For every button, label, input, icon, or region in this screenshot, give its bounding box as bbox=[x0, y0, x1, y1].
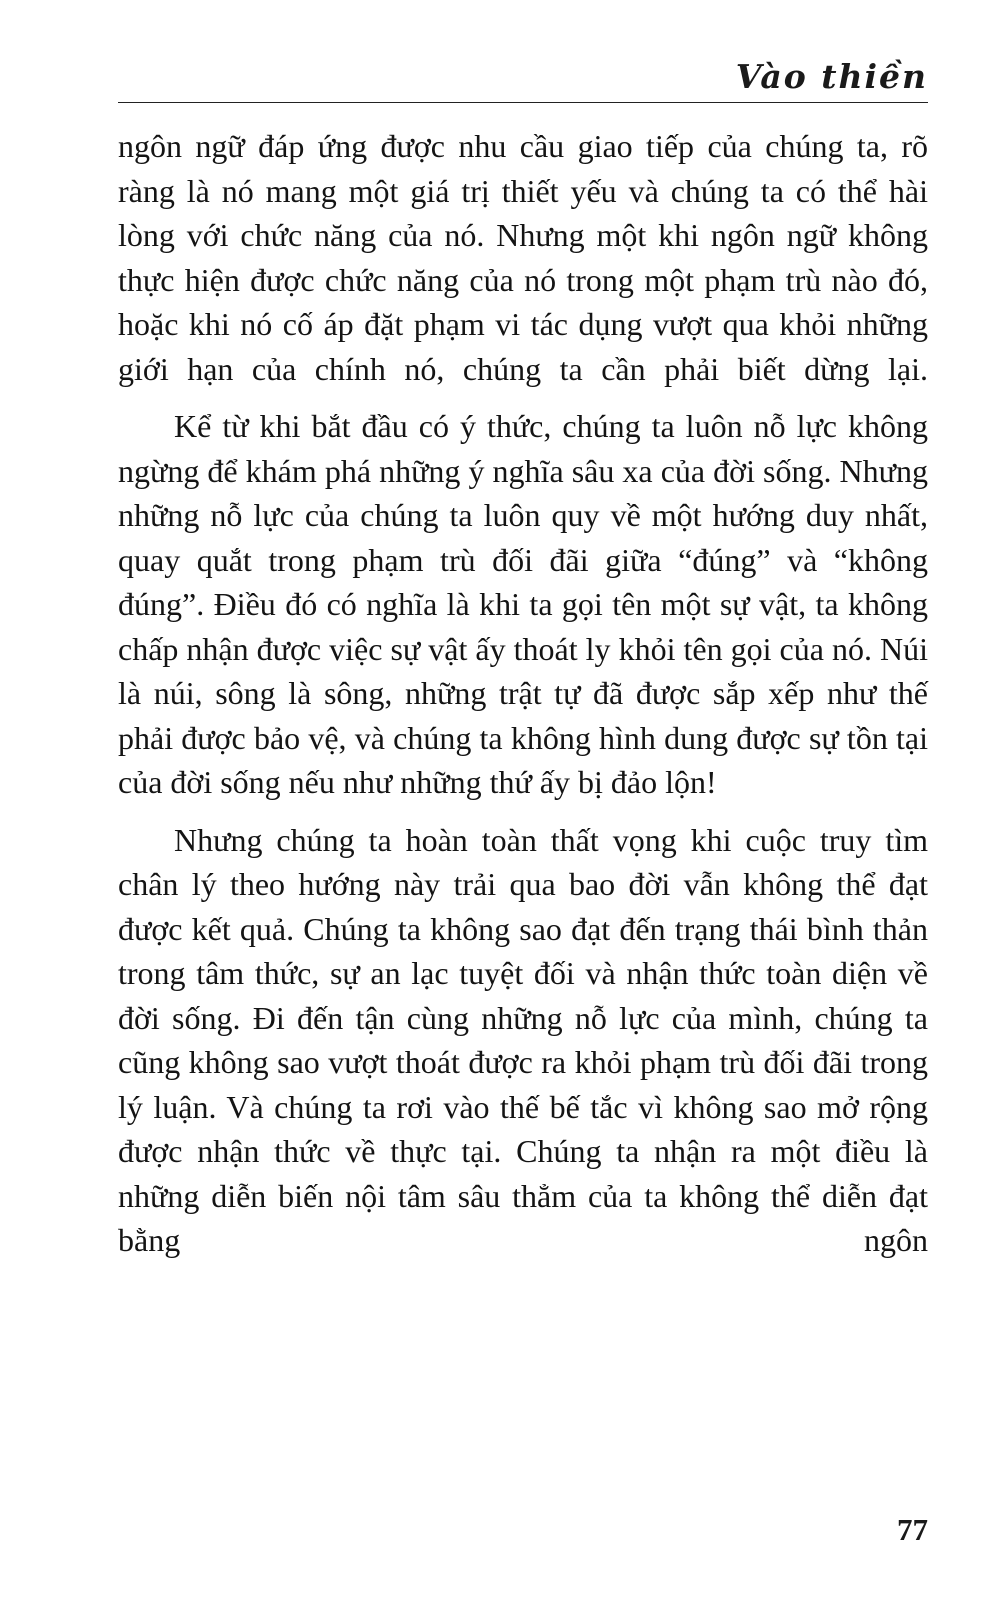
paragraph: Nhưng chúng ta hoàn toàn thất vọng khi cuộc truy tìm chân lý theo hướng này trải qua bao đời vẫn không thể đạt được kết quả. Chúng ta không sao đạt đến trạng thái bình thản trong tâm thức, sự an lạc tuyệt đối và nhận thức toàn diện về đời sống. Đi đến tận cùng những nỗ lực của mình, chúng ta cũng không sao vượt thoát được ra khỏi phạm trù đối đãi trong lý luận. Và chúng ta rơi vào thế bế tắc vì không sao mở rộng được nhận thức về thực tại. Chúng ta nhận ra một điều là những diễn biến nội tâm sâu thẳm của ta không thể diễn đạt bằng ngôn bbox=[118, 821, 928, 1258]
running-title: Vào thiền bbox=[735, 57, 928, 96]
page-number: 77 bbox=[897, 1512, 928, 1547]
paragraph: Kể từ khi bắt đầu có ý thức, chúng ta luôn nỗ lực không ngừng để khám phá những ý nghĩa sâu xa của đời sống. Nhưng những nỗ lực của chúng ta luôn quy về một hướng duy nhất, quay quắt trong phạm trù đối đãi giữa “đúng” và “không đúng”. Điều đó có nghĩa là khi ta gọi tên một sự vật, ta không chấp nhận được việc sự vật ấy thoát ly khỏi tên gọi của nó. Núi là núi, sông là sông, những trật tự đã được sắp xếp như thế phải được bảo vệ, và chúng ta không hình dung được sự tồn tại của đời sống nếu như những thứ ấy bị đảo lộn! bbox=[118, 408, 928, 800]
body-text bbox=[118, 124, 928, 1263]
running-header bbox=[118, 58, 928, 103]
paragraph-continued: ngôn ngữ đáp ứng được nhu cầu giao tiếp của chúng ta, rõ ràng là nó mang một giá trị thiết yếu và chúng ta có thể hài lòng với chức năng của nó. Nhưng một khi ngôn ngữ không thực hiện được chức năng của nó trong một phạm trù nào đó, hoặc khi nó cố áp đặt phạm vi tác dụng vượt qua khỏi những giới hạn của chính nó, chúng ta cần phải biết dừng lại. bbox=[118, 128, 928, 387]
